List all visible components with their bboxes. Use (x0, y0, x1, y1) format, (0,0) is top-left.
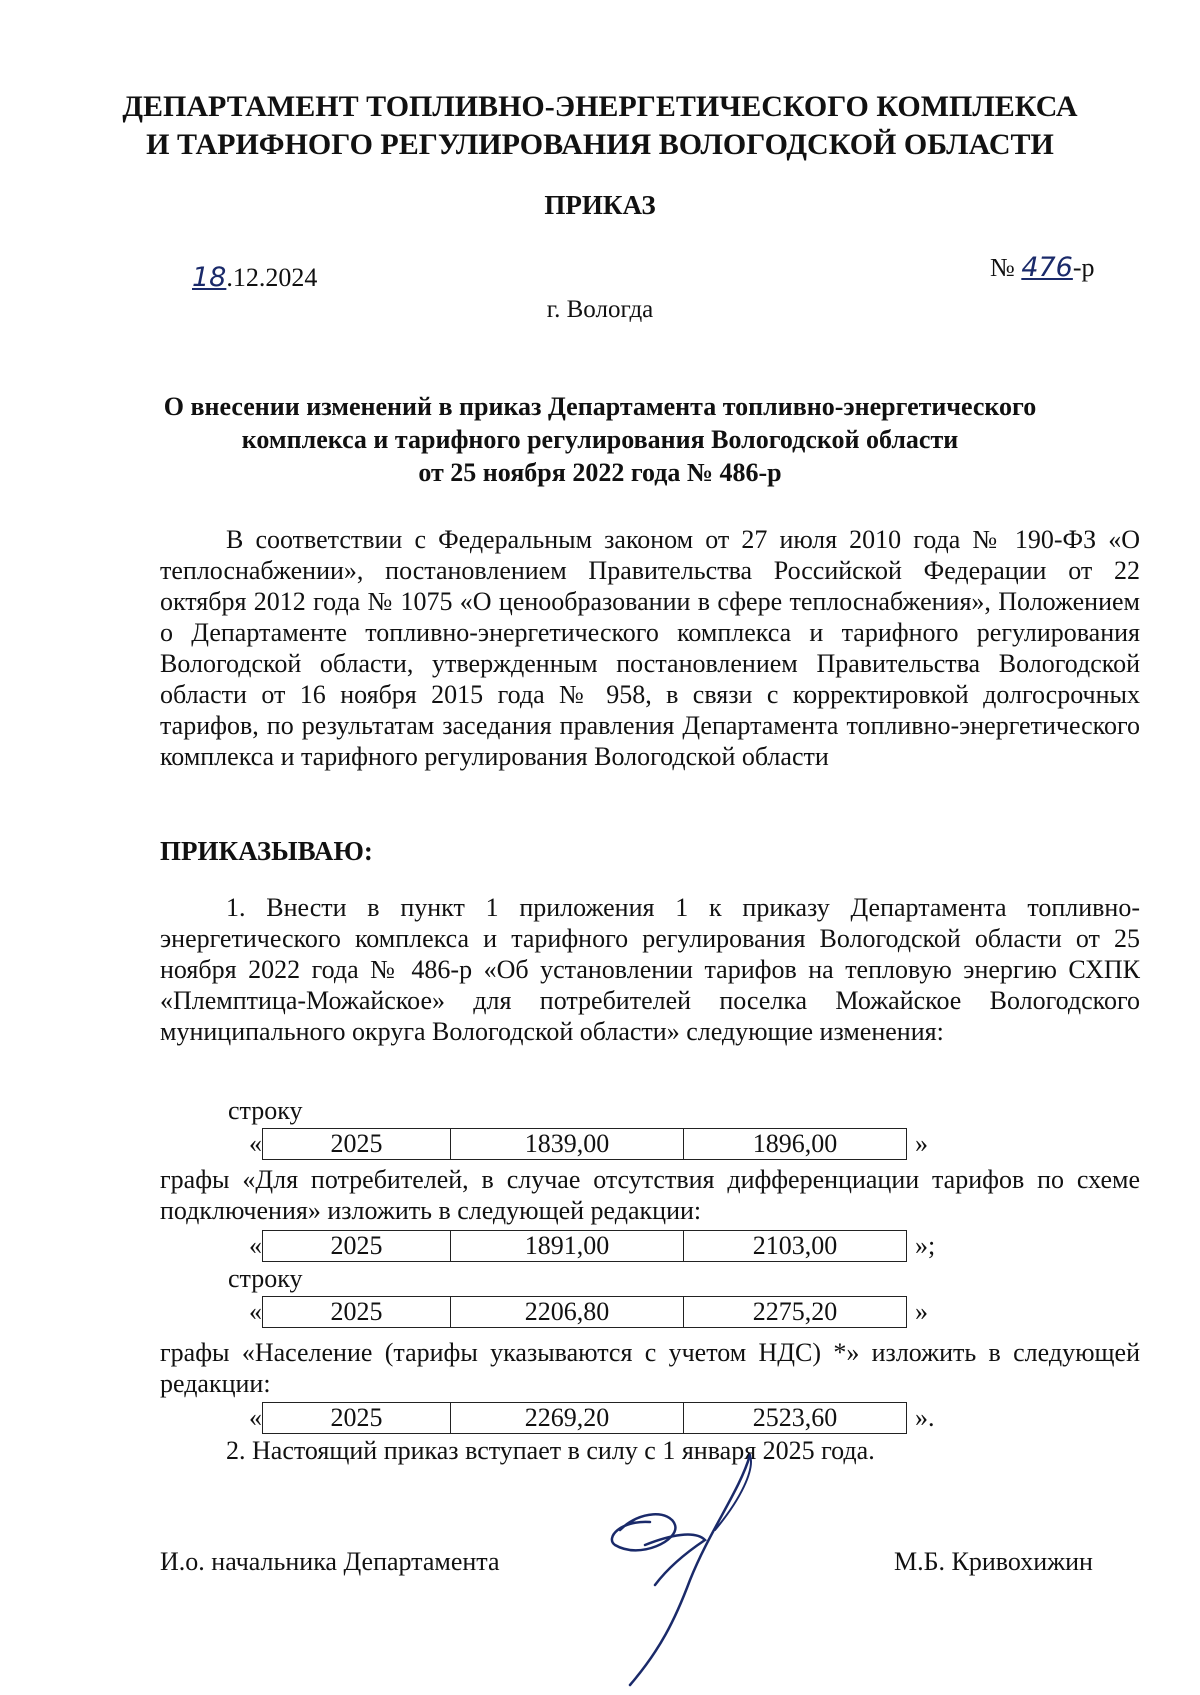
document-city: г. Вологда (546, 296, 654, 323)
quote-open: « (249, 1297, 262, 1326)
quote-open: « (249, 1403, 262, 1432)
graph-2-paragraph: графы «Население (тарифы указываются с учетом НДС) *» изложить в следующей редакции: (160, 1338, 1140, 1398)
label-row-1: строку (228, 1096, 303, 1125)
cell-value-1: 1839,00 (451, 1129, 684, 1159)
subject-line-2: комплекса и тарифного регулирования Вологодской области (241, 425, 959, 454)
quote-close: » (915, 1297, 928, 1326)
cell-value-2: 2275,20 (752, 1297, 838, 1326)
preamble-paragraph: В соответствии с Федеральным законом от 27 июля 2010 года № 190-ФЗ «О теплоснабжении», постановлением Правительства Российской Федерации от 22 октября 2012 года № 1075 «О ценообразовании в сфере теплоснабжения», Положением о Департаменте топливно-энергетического комплекса и тарифного регулирования Вологодской области, утвержденным постановлением Правительства Вологодской области от 16 ноября 2015 года № 958, в связи с корректировкой долгосрочных тарифов, по результатам заседания правления Департамента топливно-энергетического комплекса и тарифного регулирования Вологодской области (160, 525, 1140, 771)
cell-value-1: 2269,20 (451, 1403, 684, 1433)
department-heading (0, 88, 1200, 164)
cell-year: 2025 (263, 1297, 451, 1327)
label-row-2: строку (228, 1264, 303, 1293)
tariff-row-old-2 (238, 1295, 928, 1329)
number-handwritten: 476 (1021, 252, 1073, 283)
quote-close: » (915, 1129, 928, 1158)
date-day-handwritten: 18 (192, 262, 227, 293)
document-subject (0, 390, 1200, 489)
cell-value-1: 1891,00 (451, 1231, 684, 1261)
tariff-row-old-1 (238, 1127, 928, 1161)
document-type: ПРИКАЗ (544, 190, 656, 220)
document-number (990, 252, 1095, 283)
cell-value-1: 2206,80 (451, 1297, 684, 1327)
document-date (192, 262, 317, 293)
cell-value-2: 2103,00 (752, 1231, 838, 1260)
quote-open: « (249, 1231, 262, 1260)
tariff-cells (262, 1296, 907, 1328)
tariff-cells (262, 1402, 907, 1434)
order-word: ПРИКАЗЫВАЮ: (160, 836, 373, 866)
tariff-cells (262, 1128, 907, 1160)
item-1-paragraph: 1. Внести в пункт 1 приложения 1 к приказу Департамента топливно-энергетического комплекса и тарифного регулирования Вологодской области от 25 ноября 2022 года № 486-р «Об установлении тарифов на тепловую энергию СХПК «Племптица-Можайское» для потребителей поселка Можайское Вологодского муниципального округа Вологодской области» следующие изменения: (160, 893, 1140, 1046)
quote-close: ». (915, 1403, 935, 1432)
item-2-paragraph: 2. Настоящий приказ вступает в силу с 1 января 2025 года. (226, 1436, 875, 1465)
subject-line-3: от 25 ноября 2022 года № 486-р (418, 458, 782, 487)
date-month-year: .12.2024 (226, 263, 318, 292)
cell-value-2: 1896,00 (752, 1129, 838, 1158)
tariff-row-new-1 (238, 1229, 935, 1263)
cell-year: 2025 (263, 1231, 451, 1261)
quote-open: « (249, 1129, 262, 1158)
graph-1-paragraph: графы «Для потребителей, в случае отсутствия дифференциации тарифов по схеме подключения» изложить в следующей редакции: (160, 1165, 1140, 1225)
number-sign: № (990, 253, 1015, 282)
tariff-row-new-2 (238, 1401, 935, 1435)
number-suffix: -р (1072, 253, 1095, 282)
signatory-name: М.Б. Кривохижин (894, 1547, 1093, 1576)
subject-line-1: О внесении изменений в приказ Департамента топливно-энергетического (163, 392, 1037, 421)
quote-close: »; (915, 1231, 936, 1260)
cell-year: 2025 (263, 1129, 451, 1159)
department-line-2: И ТАРИФНОГО РЕГУЛИРОВАНИЯ ВОЛОГОДСКОЙ ОБЛАСТИ (146, 128, 1054, 161)
tariff-cells (262, 1230, 907, 1262)
department-line-1: ДЕПАРТАМЕНТ ТОПЛИВНО-ЭНЕРГЕТИЧЕСКОГО КОМПЛЕКСА (122, 90, 1078, 123)
handwritten-signature (600, 1450, 770, 1690)
signatory-position: И.о. начальника Департамента (160, 1547, 500, 1576)
cell-year: 2025 (263, 1403, 451, 1433)
cell-value-2: 2523,60 (752, 1403, 838, 1432)
